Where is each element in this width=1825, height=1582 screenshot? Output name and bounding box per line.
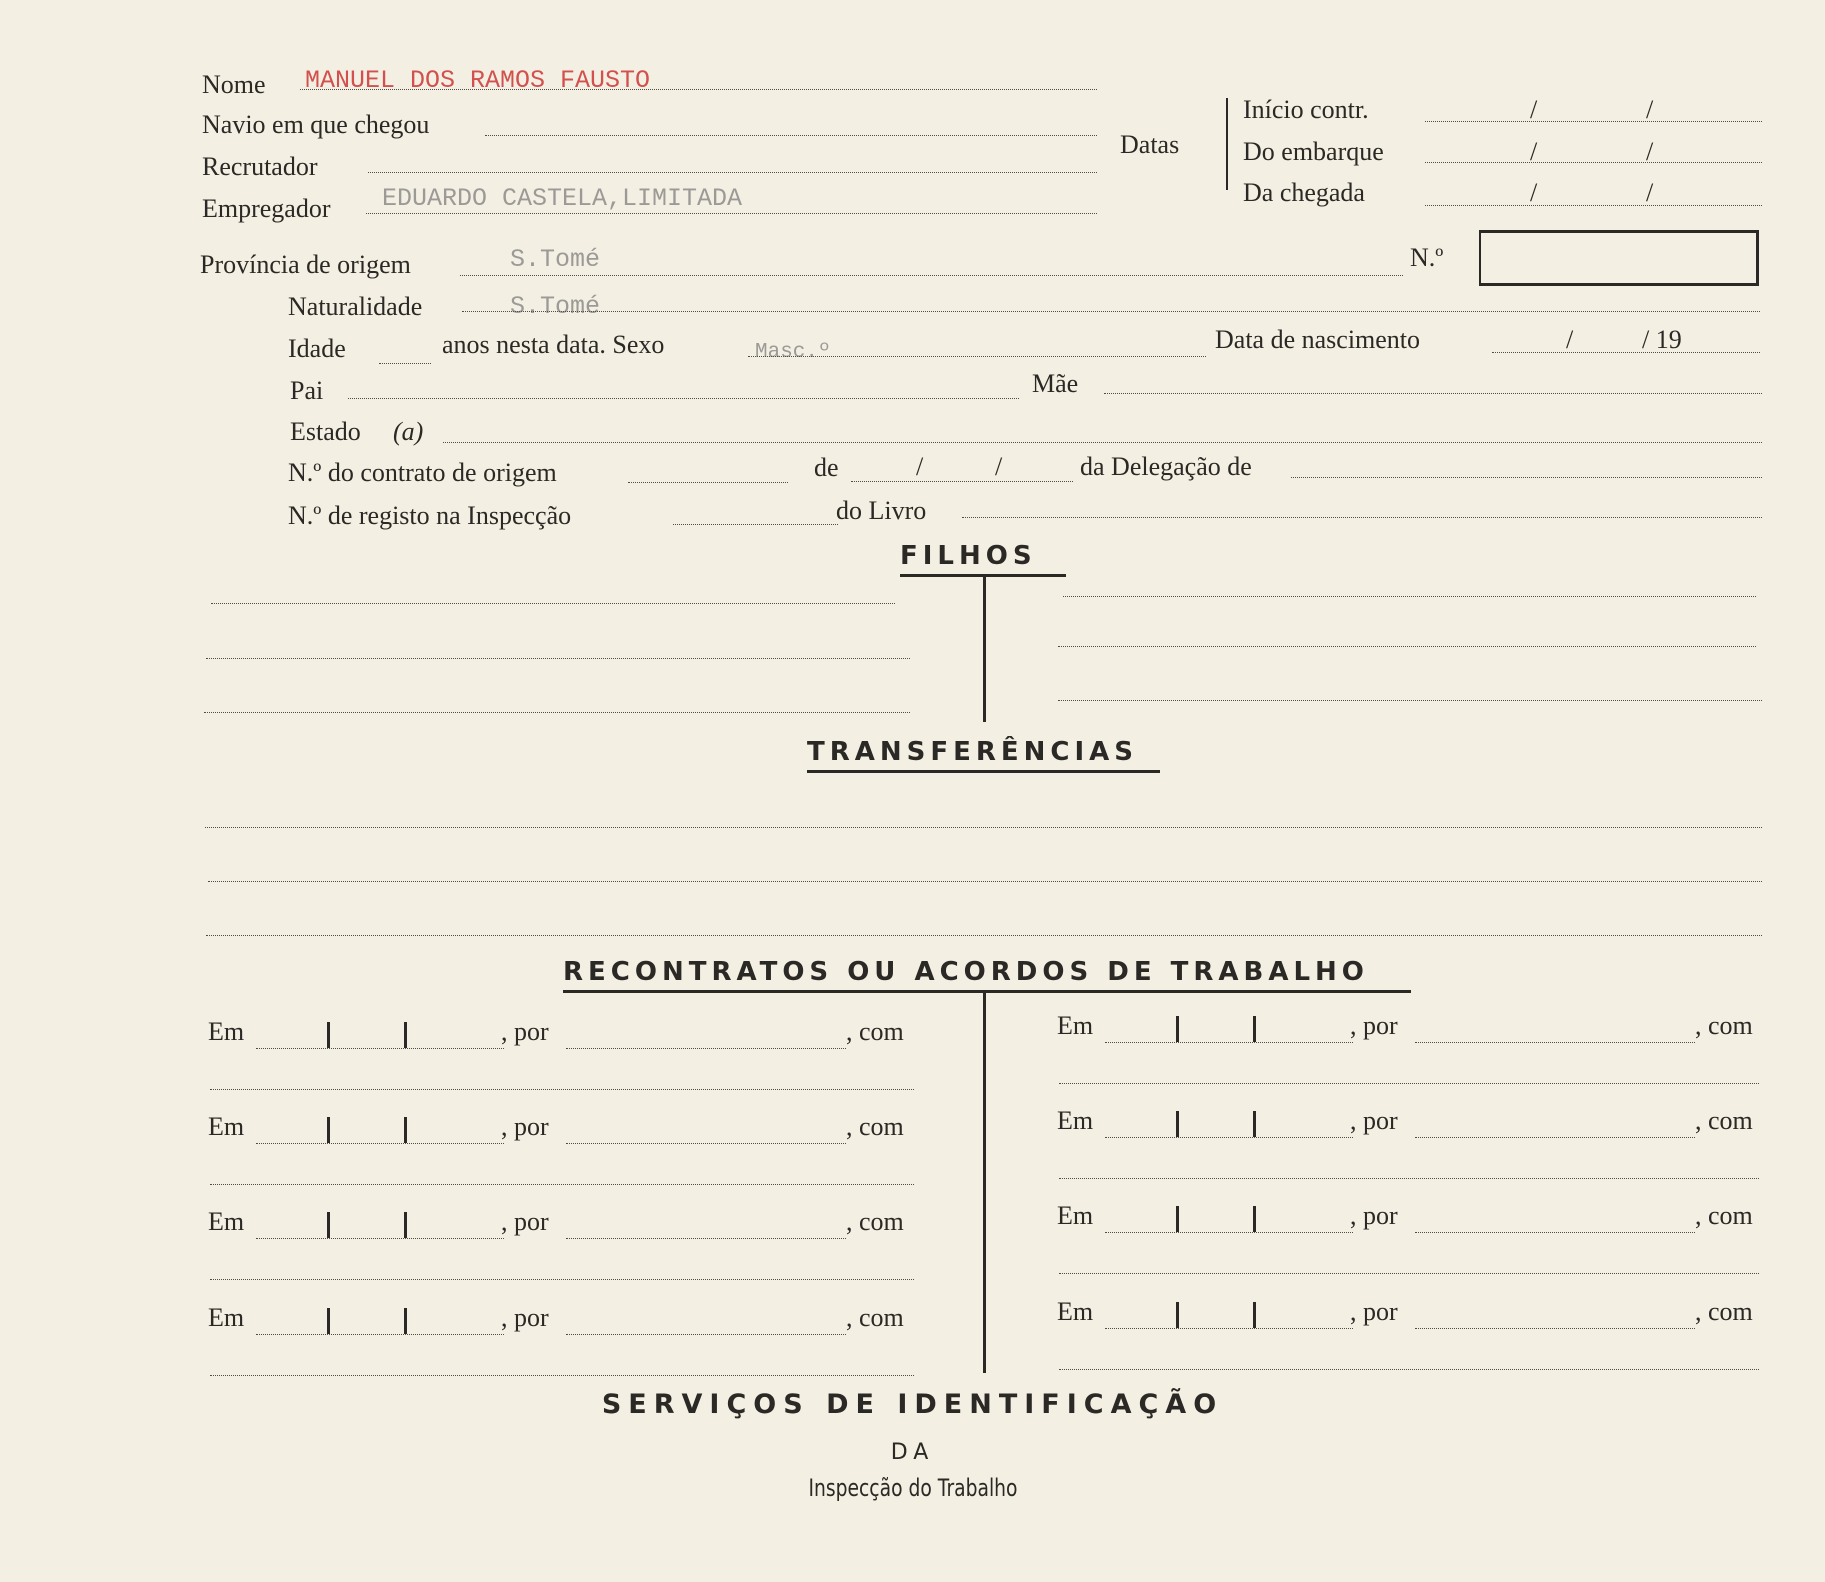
nascimento-slash: / [1566, 325, 1574, 354]
recontrato-date-sep [327, 1308, 330, 1334]
embarque-line[interactable] [1425, 162, 1762, 163]
livro-line[interactable] [962, 517, 1762, 518]
transferencias-line[interactable] [205, 827, 1762, 828]
embarque-slash: / [1646, 137, 1654, 166]
recontrato-com-label: , com [846, 1112, 904, 1141]
transferencias-underline [807, 770, 1160, 773]
recontrato-date-line[interactable] [1105, 1328, 1353, 1329]
contrato-label: N.º do contrato de origem [288, 458, 557, 487]
recontrato-date-sep [404, 1212, 407, 1238]
pai-line[interactable] [348, 398, 1019, 399]
empregador-line[interactable] [366, 213, 1097, 214]
transferencias-heading: TRANSFERÊNCIAS [807, 737, 1139, 767]
recontrato-em-label: Em [208, 1207, 245, 1236]
chegada-label: Da chegada [1243, 178, 1365, 207]
recontrato-date-sep [327, 1212, 330, 1238]
recontrato-em-label: Em [1057, 1201, 1094, 1230]
recontrato-por-label: , por [1350, 1297, 1398, 1326]
estado-note: (a) [393, 417, 424, 446]
mae-label: Mãe [1032, 369, 1079, 398]
recontrato-date-sep [1253, 1206, 1256, 1232]
recontrato-por-label: , por [501, 1017, 549, 1046]
contrato-slash: / [916, 452, 924, 481]
datas-label: Datas [1120, 130, 1180, 159]
recontrato-por-label: , por [501, 1207, 549, 1236]
estado-line[interactable] [443, 442, 1762, 443]
footer-inspeccao-text: Inspecção do Trabalho [807, 1474, 1018, 1502]
recontrato-em-label: Em [208, 1112, 245, 1141]
recontrato-com-label: , com [846, 1303, 904, 1332]
empregador-value: EDUARDO CASTELA,LIMITADA [382, 184, 743, 213]
recontrato-por-line[interactable] [1415, 1232, 1695, 1233]
transferencias-line[interactable] [208, 881, 1762, 882]
contrato-date-line[interactable] [851, 481, 1073, 482]
recontrato-em-label: Em [208, 1303, 245, 1332]
recontrato-com-line[interactable] [1059, 1273, 1759, 1274]
recontrato-com-line[interactable] [1059, 1083, 1759, 1084]
recontrato-com-line[interactable] [210, 1089, 914, 1090]
recontratos-heading: RECONTRATOS OU ACORDOS DE TRABALHO [563, 957, 1369, 987]
navio-line[interactable] [485, 135, 1097, 136]
recontrato-date-line[interactable] [256, 1048, 504, 1049]
recrutador-line[interactable] [368, 172, 1097, 173]
footer-inspeccao [0, 1474, 1825, 1502]
filhos-heading: FILHOS [900, 541, 1037, 571]
recontrato-por-line[interactable] [1415, 1328, 1695, 1329]
recontrato-por-line[interactable] [1415, 1042, 1695, 1043]
recontrato-por-label: , por [1350, 1011, 1398, 1040]
footer-da-text: DA [890, 1440, 935, 1465]
contrato-line[interactable] [628, 482, 788, 483]
provincia-line[interactable] [460, 275, 1403, 276]
nascimento-year: / 19 [1642, 325, 1682, 354]
chegada-line[interactable] [1425, 205, 1762, 206]
inicio-slash: / [1530, 95, 1538, 124]
provincia-value: S.Tomé [510, 245, 601, 274]
recontrato-por-line[interactable] [566, 1048, 846, 1049]
chegada-slash: / [1530, 178, 1538, 207]
recrutador-label: Recrutador [202, 152, 318, 181]
embarque-slash: / [1530, 137, 1538, 166]
recontrato-por-line[interactable] [566, 1143, 846, 1144]
recontrato-date-sep [1176, 1111, 1179, 1137]
registo-label: N.º de registo na Inspecção [288, 501, 572, 530]
chegada-slash: / [1646, 178, 1654, 207]
recontrato-em-label: Em [1057, 1011, 1094, 1040]
inicio-label: Início contr. [1243, 95, 1369, 124]
recontrato-por-label: , por [501, 1303, 549, 1332]
embarque-label: Do embarque [1243, 137, 1384, 166]
recontrato-por-label: , por [1350, 1106, 1398, 1135]
recontratos-divider [983, 993, 986, 1373]
recontrato-com-label: , com [1695, 1011, 1753, 1040]
recontrato-por-line[interactable] [566, 1238, 846, 1239]
inicio-line[interactable] [1425, 121, 1762, 122]
recontrato-por-label: , por [501, 1112, 549, 1141]
transferencias-line[interactable] [206, 935, 1762, 936]
naturalidade-line[interactable] [462, 311, 1760, 312]
filhos-line[interactable] [1063, 596, 1756, 597]
recontrato-date-line[interactable] [1105, 1042, 1353, 1043]
footer-da [0, 1440, 1825, 1465]
delegacao-label: da Delegação de [1080, 452, 1252, 481]
idade-label: Idade [288, 334, 346, 363]
delegacao-line[interactable] [1291, 477, 1762, 478]
numero-label: N.º [1410, 243, 1444, 272]
empregador-label: Empregador [202, 194, 331, 223]
recontrato-date-sep [1176, 1016, 1179, 1042]
recontrato-com-line[interactable] [210, 1375, 914, 1376]
recontrato-com-label: , com [1695, 1297, 1753, 1326]
recontrato-por-label: , por [1350, 1201, 1398, 1230]
idade-line[interactable] [379, 363, 431, 364]
recontrato-por-line[interactable] [566, 1334, 846, 1335]
recontrato-em-label: Em [1057, 1297, 1094, 1326]
recontrato-date-line[interactable] [256, 1238, 504, 1239]
recontrato-com-line[interactable] [210, 1279, 914, 1280]
footer-title: SERVIÇOS DE IDENTIFICAÇÃO [601, 1389, 1224, 1420]
numero-box[interactable] [1479, 230, 1759, 286]
recontrato-date-sep [404, 1308, 407, 1334]
provincia-label: Província de origem [200, 250, 411, 279]
recontrato-em-label: Em [1057, 1106, 1094, 1135]
navio-label: Navio em que chegou [202, 110, 430, 139]
recontrato-date-sep [404, 1022, 407, 1048]
recontrato-em-label: Em [208, 1017, 245, 1046]
anos-sexo-label: anos nesta data. Sexo [442, 330, 665, 359]
recontrato-date-sep [404, 1117, 407, 1143]
datas-brace [1226, 98, 1228, 190]
recontrato-date-sep [327, 1022, 330, 1048]
sexo-value: Masc.º [755, 341, 831, 364]
recontrato-com-line[interactable] [210, 1184, 914, 1185]
nome-line[interactable] [300, 89, 1097, 90]
naturalidade-label: Naturalidade [288, 292, 423, 321]
inicio-slash: / [1646, 95, 1654, 124]
naturalidade-value: S.Tomé [510, 292, 601, 321]
recontrato-com-line[interactable] [1059, 1369, 1759, 1370]
filhos-line[interactable] [1058, 646, 1756, 647]
recontrato-date-sep [1253, 1016, 1256, 1042]
registo-line[interactable] [673, 524, 838, 525]
filhos-line[interactable] [204, 712, 910, 713]
recontrato-date-sep [1253, 1111, 1256, 1137]
pai-label: Pai [290, 376, 324, 405]
nome-value: MANUEL DOS RAMOS FAUSTO [305, 66, 651, 95]
recontrato-date-sep [1176, 1206, 1179, 1232]
filhos-line[interactable] [211, 603, 895, 604]
filhos-divider [983, 576, 986, 722]
recontrato-date-line[interactable] [1105, 1232, 1353, 1233]
recontrato-com-label: , com [1695, 1201, 1753, 1230]
recontrato-com-label: , com [846, 1017, 904, 1046]
recontrato-date-sep [327, 1117, 330, 1143]
nascimento-label: Data de nascimento [1215, 325, 1421, 354]
mae-line[interactable] [1104, 393, 1762, 394]
filhos-line[interactable] [1058, 700, 1762, 701]
recontrato-date-line[interactable] [1105, 1137, 1353, 1138]
recontrato-com-label: , com [1695, 1106, 1753, 1135]
recontrato-date-sep [1176, 1302, 1179, 1328]
sexo-line[interactable] [748, 356, 1206, 357]
nome-label: Nome [202, 70, 266, 99]
recontratos-underline [563, 990, 1411, 993]
contrato-slash: / [995, 452, 1003, 481]
recontrato-date-line[interactable] [256, 1334, 504, 1335]
recontrato-por-line[interactable] [1415, 1137, 1695, 1138]
recontrato-com-line[interactable] [1059, 1178, 1759, 1179]
livro-label: do Livro [836, 496, 927, 525]
de-label: de [814, 453, 839, 482]
filhos-line[interactable] [206, 658, 910, 659]
nascimento-line[interactable] [1492, 352, 1760, 353]
footer [0, 1390, 1825, 1420]
recontrato-date-sep [1253, 1302, 1256, 1328]
recontrato-date-line[interactable] [256, 1143, 504, 1144]
recontrato-com-label: , com [846, 1207, 904, 1236]
estado-label: Estado [290, 417, 361, 446]
